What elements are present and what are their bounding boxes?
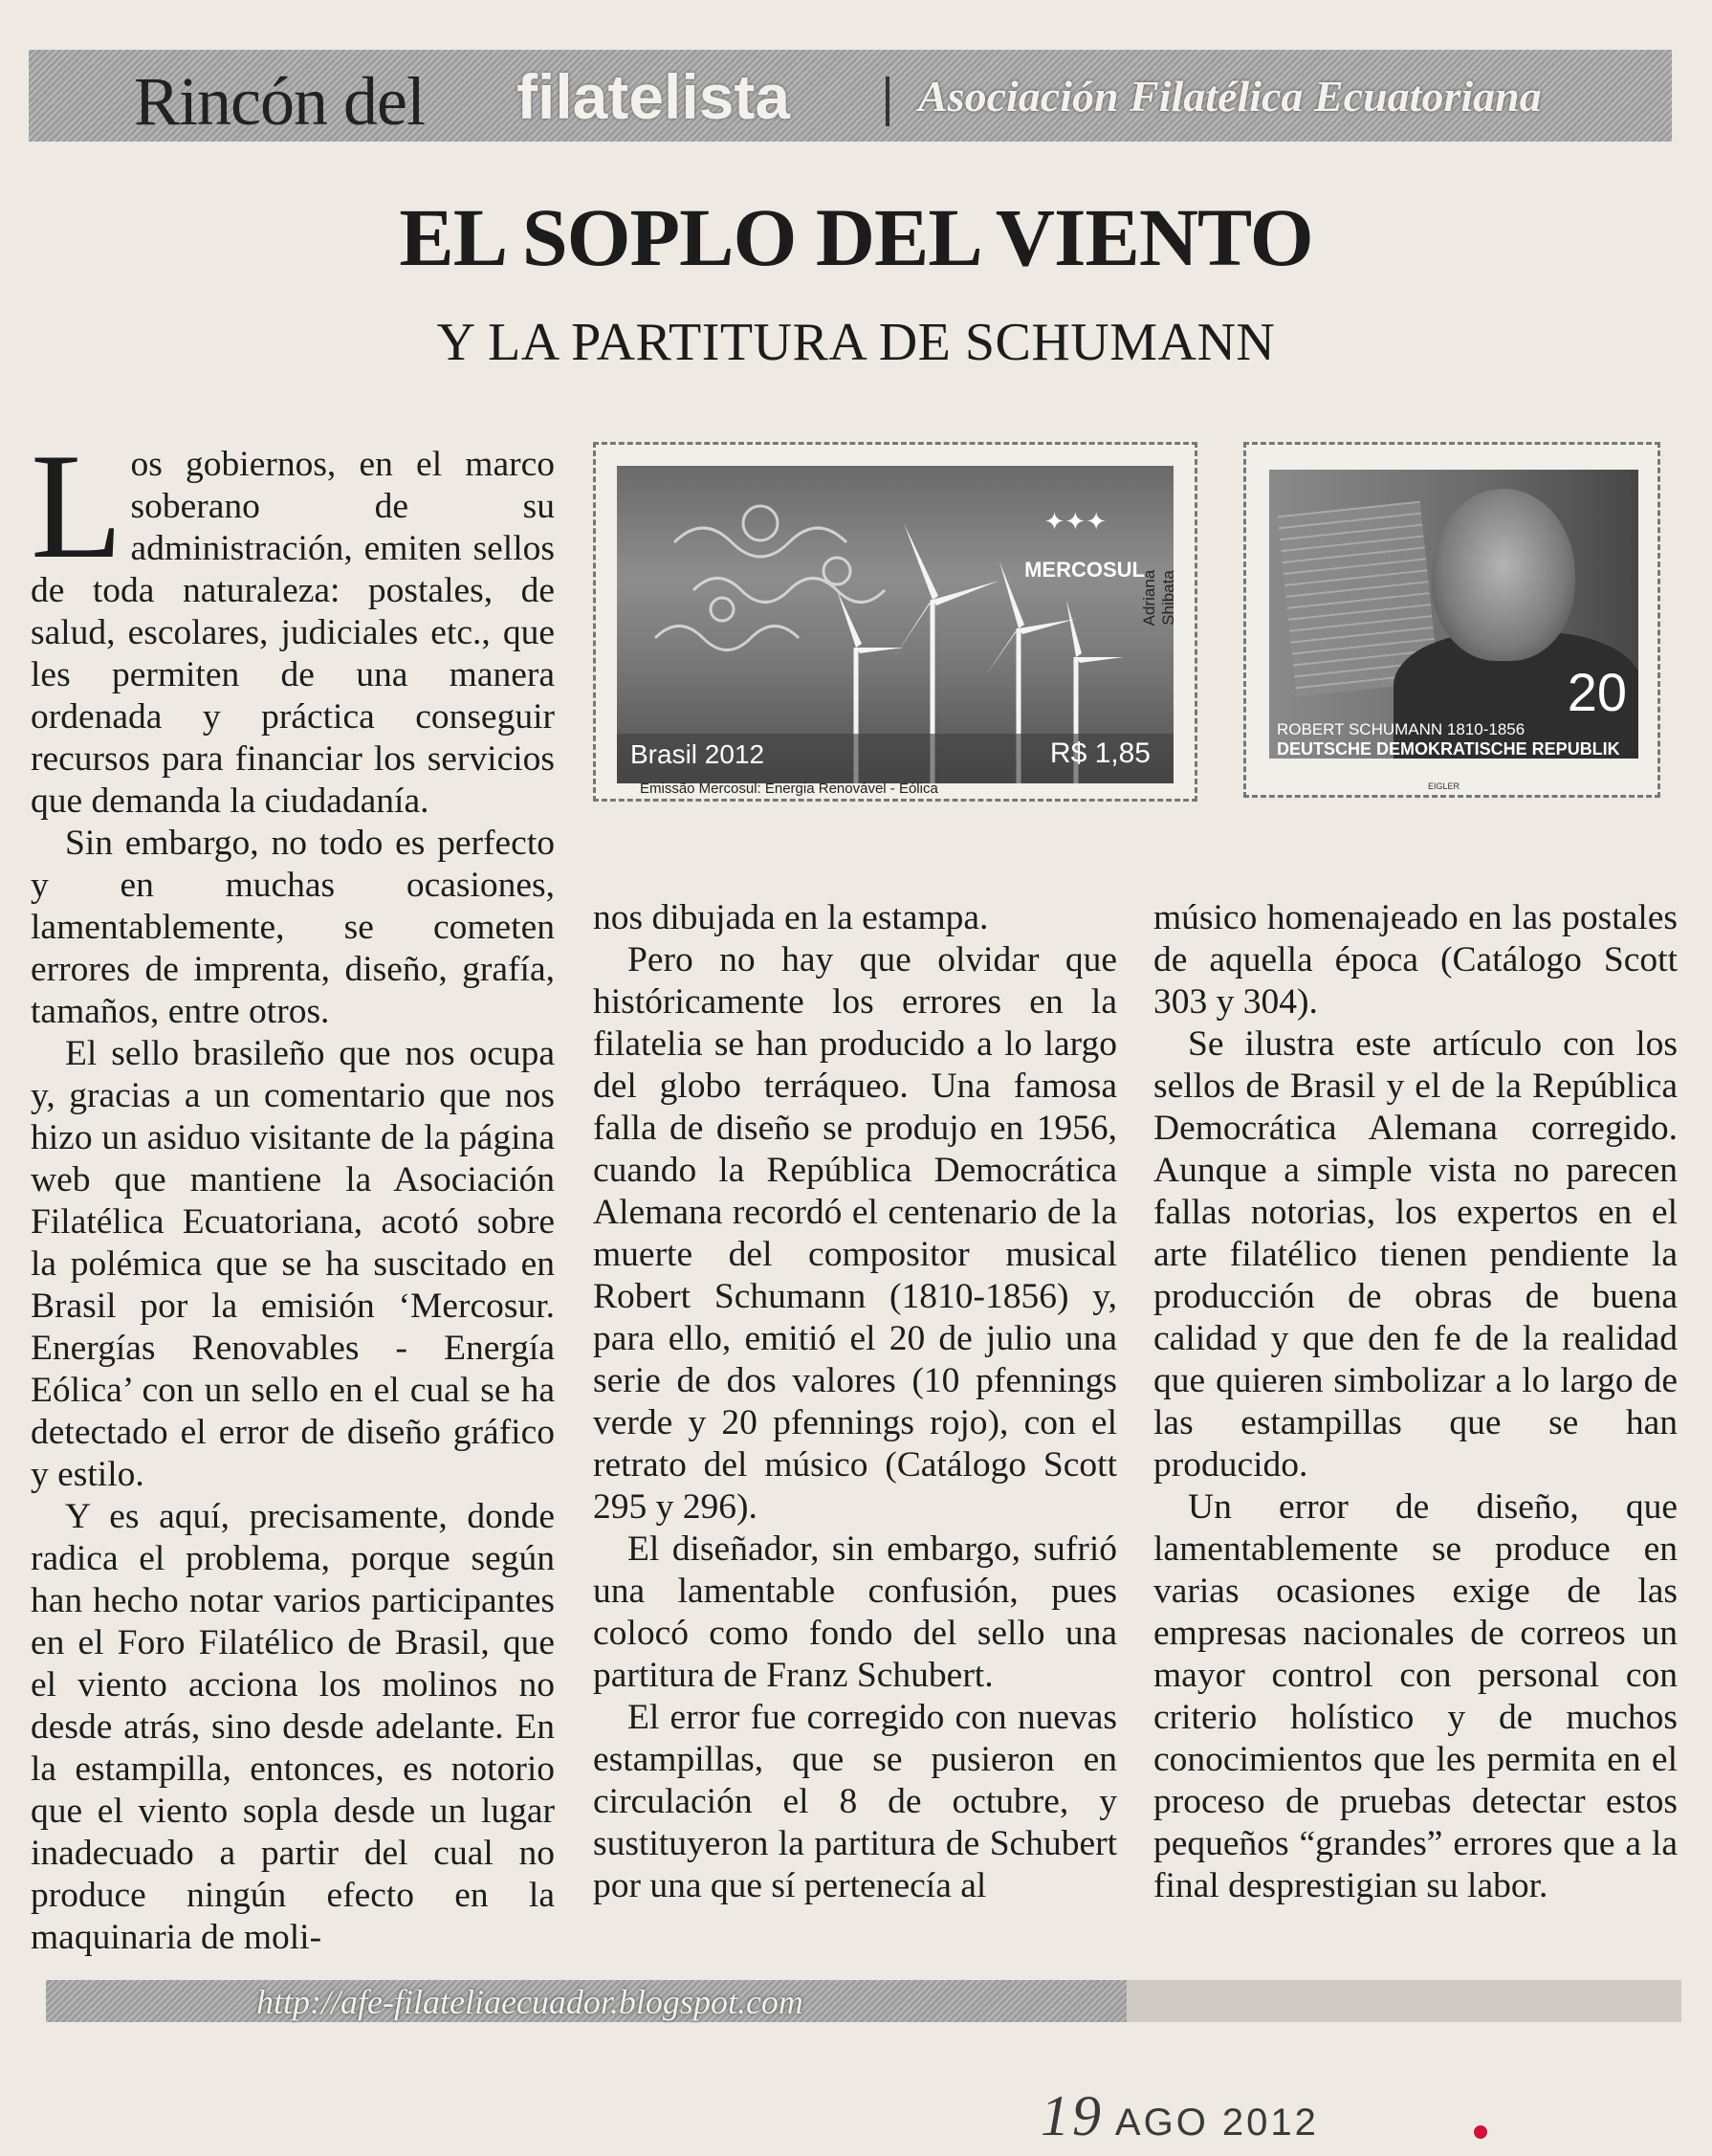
red-dot <box>1474 2125 1487 2139</box>
stamp-brasil-designer: Adriana Shibata <box>1140 569 1177 627</box>
paragraph: Un error de diseño, que lamentablemente se produce en varias ocasiones exige de las empresas nacionales de correos un mayor control con personal con criterio holístico y de muchos conocimientos que les permita en el proceso de pruebas detectar estos pequeños “grandes” errores que a la final desprestigian su labor. <box>1153 1487 1678 1905</box>
portrait-face-icon <box>1432 489 1575 661</box>
blog-url: http://afe-filateliaecuador.blogspot.com <box>256 1983 803 2021</box>
header-band <box>29 50 1672 142</box>
date-stamp <box>1041 2083 1319 2149</box>
paragraph: Sin embargo, no todo es perfecto y en muchas ocasiones, lamentablemente, se cometen errores de imprenta, diseño, grafía, tamaños, entre otros. <box>31 824 555 1031</box>
stamp-brasil-country: Brasil 2012 <box>630 739 765 769</box>
header-filatelista: filatelista <box>516 61 791 132</box>
stamp-brasil-value: R$ 1,85 <box>1049 737 1151 769</box>
stamp-ddr-line2: DEUTSCHE DEMOKRATISCHE REPUBLIK <box>1277 739 1620 759</box>
article-column-2 <box>593 897 1117 1907</box>
footer-band-right <box>1127 1980 1681 2022</box>
paragraph-text: os gobiernos, en el marco soberano de su administración, emiten sellos de toda naturaleza: postales, de salud, escolares, judiciales etc., que les permiten de una manera ordenada y práctica conseguir recursos para financiar los servicios que demanda la ciudadanía. <box>31 445 555 821</box>
stamp-ddr-image <box>1269 470 1638 759</box>
stamp-ddr-line1: ROBERT SCHUMANN 1810-1856 <box>1277 720 1525 738</box>
article-subtitle: Y LA PARTITURA DE SCHUMANN <box>436 313 1276 372</box>
header-rincon: Rincón del <box>134 63 425 140</box>
paragraph: El sello brasileño que nos ocupa y, gracias a un comentario que nos hizo un asiduo visitante de la página web que mantiene la Asociación Filatélica Ecuatoriana, acotó sobre la polémica que se ha suscitado en Brasil por la emisión ‘Mercosur. Energías Renovables - Energía Eólica’ con un sello en el cual se ha detectado el error de diseño gráfico y estilo. <box>31 1034 555 1494</box>
article-column-1 <box>31 423 555 1959</box>
paragraph: nos dibujada en la estampa. <box>593 898 989 937</box>
paragraph: músico homenajeado en las postales de aquella época (Catálogo Scott 303 y 304). <box>1153 898 1678 1022</box>
date-day: 19 <box>1041 2084 1104 2147</box>
stamp-ddr-engraver: EIGLER <box>1428 781 1460 791</box>
stamp-brasil <box>593 442 1197 802</box>
paragraph: Se ilustra este artículo con los sellos de Brasil y el de la República Democrática Alemana corregido. Aunque a simple vista no parecen fallas notorias, los expertos en el arte filatélico tienen pendiente la producción de obras de buena calidad y que den fe de la realidad que quieren simbolizar a lo largo de las estampillas que se han producido. <box>1153 1024 1678 1485</box>
paragraph <box>31 423 555 823</box>
article-title: EL SOPLO DEL VIENTO <box>399 191 1313 283</box>
paragraph: Pero no hay que olvidar que históricamente los errores en la filatelia se han producido a lo largo del globo terráqueo. Una famosa falla de diseño se produjo en 1956, cuando la República Democrática Alemana recordó el centenario de la muerte del compositor musical Robert Schumann (1810-1856) y, para ello, emitió el 20 de julio una serie de dos valores (10 pfennings verde y 20 pfennings rojo), con el retrato del músico (Catálogo Scott 295 y 296). <box>593 940 1117 1527</box>
stamp-brasil-image <box>617 466 1174 783</box>
paragraph: Y es aquí, precisamente, donde radica el problema, porque según han hecho notar varios participantes en el Foro Filatélico de Brasil, que el viento acciona los molinos no desde atrás, sino desde adelante. En la estampilla, entonces, es notorio que el viento sopla desde un lugar inadecuado a partir del cual no produce ningún efecto en la maquinaria de moli- <box>31 1497 555 1957</box>
mercosul-stars-icon: ✦✦✦ <box>1043 508 1107 536</box>
drop-cap: L <box>31 423 123 590</box>
header-association: Asociación Filatélica Ecuatoriana <box>918 72 1542 121</box>
paragraph: El error fue corregido con nuevas estampillas, que se pusieron en circulación el 8 de octubre, y sustituyeron la partitura de Schubert por una que sí pertenecía al <box>593 1698 1117 1905</box>
article-column-3 <box>1153 897 1678 1907</box>
stamp-brasil-org: MERCOSUL <box>1024 558 1145 582</box>
stamp-brasil-caption: Emissão Mercosul: Energia Renovável - Eólica <box>640 781 938 797</box>
stamp-ddr-value: 20 <box>1567 662 1627 722</box>
header-separator <box>886 77 889 126</box>
date-month-year: AGO 2012 <box>1114 2101 1319 2144</box>
paragraph: El diseñador, sin embargo, sufrió una lamentable confusión, pues colocó como fondo del sello una partitura de Franz Schubert. <box>593 1529 1117 1695</box>
footer-band <box>46 1980 1127 2022</box>
stamp-ddr <box>1243 442 1660 798</box>
